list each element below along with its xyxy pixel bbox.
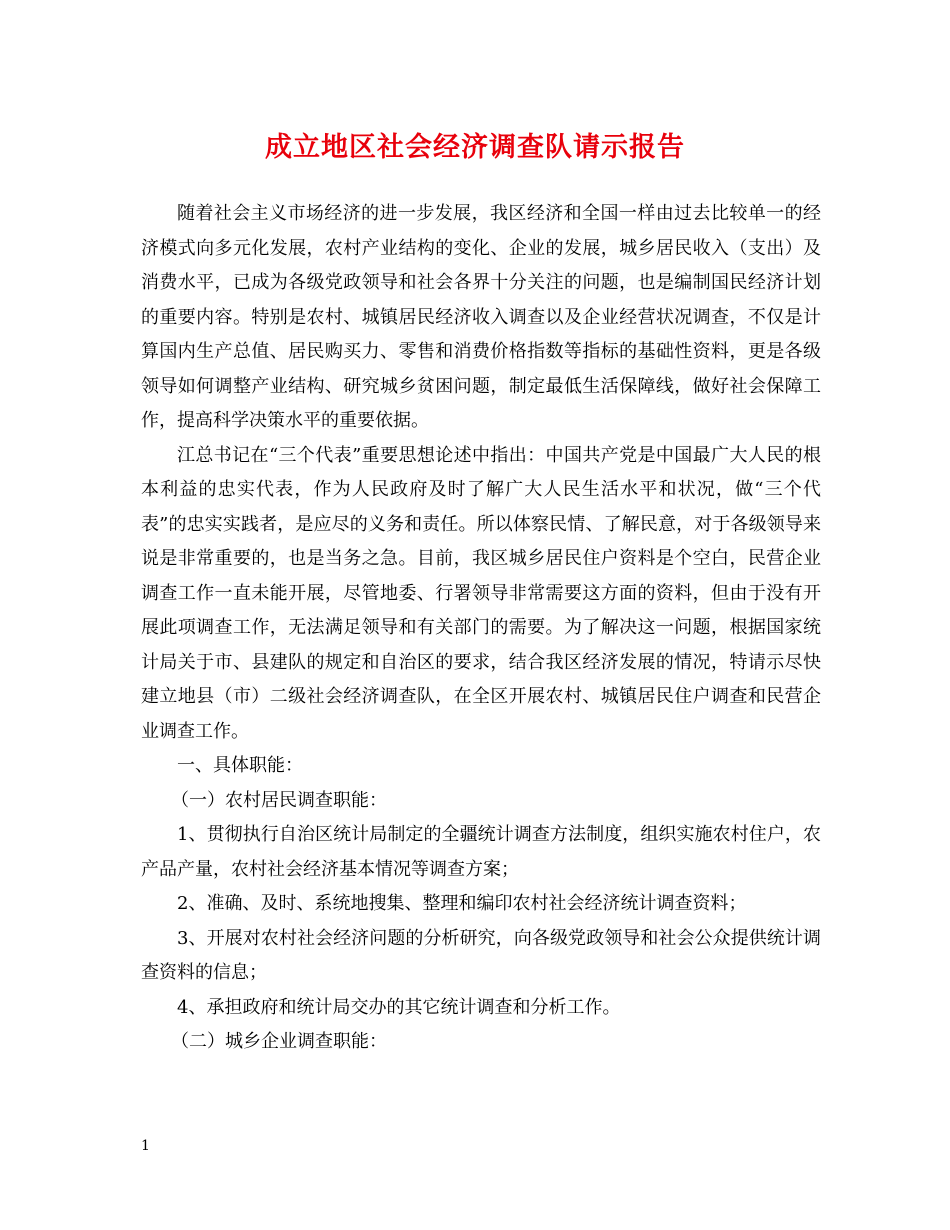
list-item-rural-2: 2、准确、及时、系统地搜集、整理和编印农村社会经济统计调查资料；: [177, 893, 747, 914]
paragraph-intro: 随着社会主义市场经济的进一步发展，我区经济和全国一样由过去比较单一的经济模式向多元化发展，农村产业结构的变化、企业的发展，城乡居民收入（支出）及消费水平，已成为各级党政领导和社会各界十分关注的问题，也是编制国民经济计划的重要内容。特别是农村、城镇居民经济收入调查以及企业经营状况调查，不仅是计算国内生产总值、居民购买力、零售和消费价格指数等指标的基础性资料，更是各级领导如何调整产业结构、研究城乡贫困问题，制定最低生活保障线，做好社会保障工作，提高科学决策水平的重要依据。: [141, 203, 821, 431]
section-heading-functions: 一、具体职能：: [177, 755, 303, 776]
document-title: 成立地区社会经济调查队请示报告: [265, 132, 685, 163]
paragraph-three-represents: 江总书记在“三个代表”重要思想论述中指出：中国共产党是中国最广大人民的根本利益的忠实代表，作为人民政府及时了解广大人民生活水平和状况，做“三个代表”的忠实实践者，是应尽的义务和责任。所以体察民情、了解民意，对于各级领导来说是非常重要的，也是当务之急。目前，我区城乡居民住户资料是个空白，民营企业调查工作一直未能开展，尽管地委、行署领导非常需要这方面的资料，但由于没有开展此项调查工作，无法满足领导和有关部门的需要。为了解决这一问题，根据国家统计局关于市、县建队的规定和自治区的要求，结合我区经济发展的情况，特请示尽快建立地县（市）二级社会经济调查队，在全区开展农村、城镇居民住户调查和民营企业调查工作。: [141, 444, 821, 742]
subsection-heading-rural: （一）农村居民调查职能：: [171, 789, 387, 811]
subsection-heading-enterprise: （二）城乡企业调查职能：: [171, 1031, 387, 1052]
list-item-rural-1: 1、贯彻执行自治区统计局制定的全疆统计调查方法制度，组织实施农村住户，农产品产量，农村社会经济基本情况等调查方案；: [141, 824, 821, 880]
list-item-rural-4: 4、承担政府和统计局交办的其它统计调查和分析工作。: [177, 996, 621, 1018]
page-number: 1: [141, 1138, 150, 1154]
list-item-rural-3: 3、开展对农村社会经济问题的分析研究，向各级党政领导和社会公众提供统计调查资料的信息；: [141, 927, 821, 983]
document-body: [141, 197, 821, 1060]
